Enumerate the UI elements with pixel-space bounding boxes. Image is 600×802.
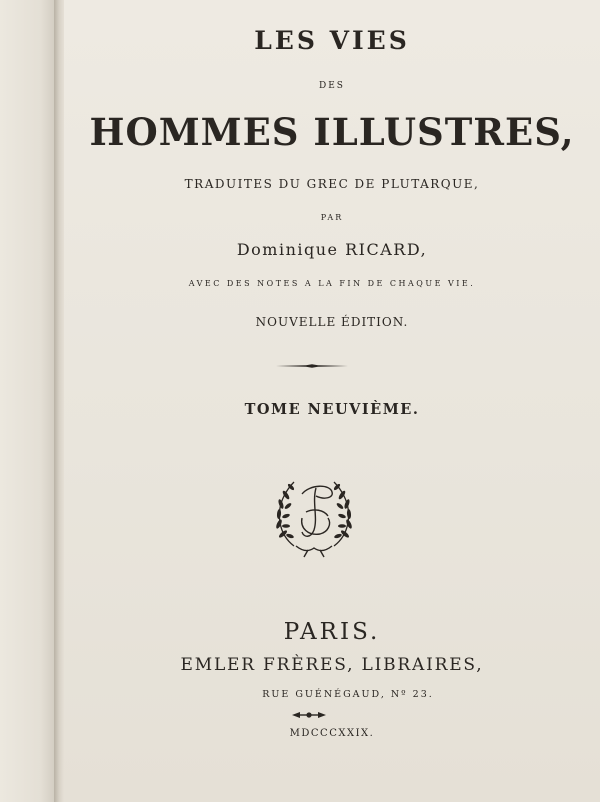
title-line-1: LES VIES <box>254 26 410 55</box>
publication-year: MDCCCXXIX. <box>289 728 375 739</box>
subtitle: TRADUITES DU GREC DE PLUTARQUE, <box>184 177 480 191</box>
monogram-wreath-icon <box>272 472 356 558</box>
imprint-city: PARIS. <box>283 619 381 645</box>
edition-line: NOUVELLE ÉDITION. <box>255 315 409 329</box>
by-word: PAR <box>320 213 344 222</box>
left-page-edge <box>0 0 58 802</box>
publisher-address: RUE GUÉNÉGAUD, Nº 23. <box>262 689 434 700</box>
author-name: Dominique RICARD, <box>236 240 428 259</box>
title-line-2: DES <box>319 81 345 91</box>
notes-line: AVEC DES NOTES A LA FIN DE CHAQUE VIE. <box>188 279 476 288</box>
publisher-name: EMLER FRÈRES, LIBRAIRES, <box>180 655 484 675</box>
volume-number: TOME NEUVIÈME. <box>244 401 420 418</box>
ornamental-rule-icon <box>276 364 348 368</box>
small-ornament-icon <box>290 710 328 720</box>
main-title: HOMMES ILLUSTRES, <box>89 110 575 154</box>
